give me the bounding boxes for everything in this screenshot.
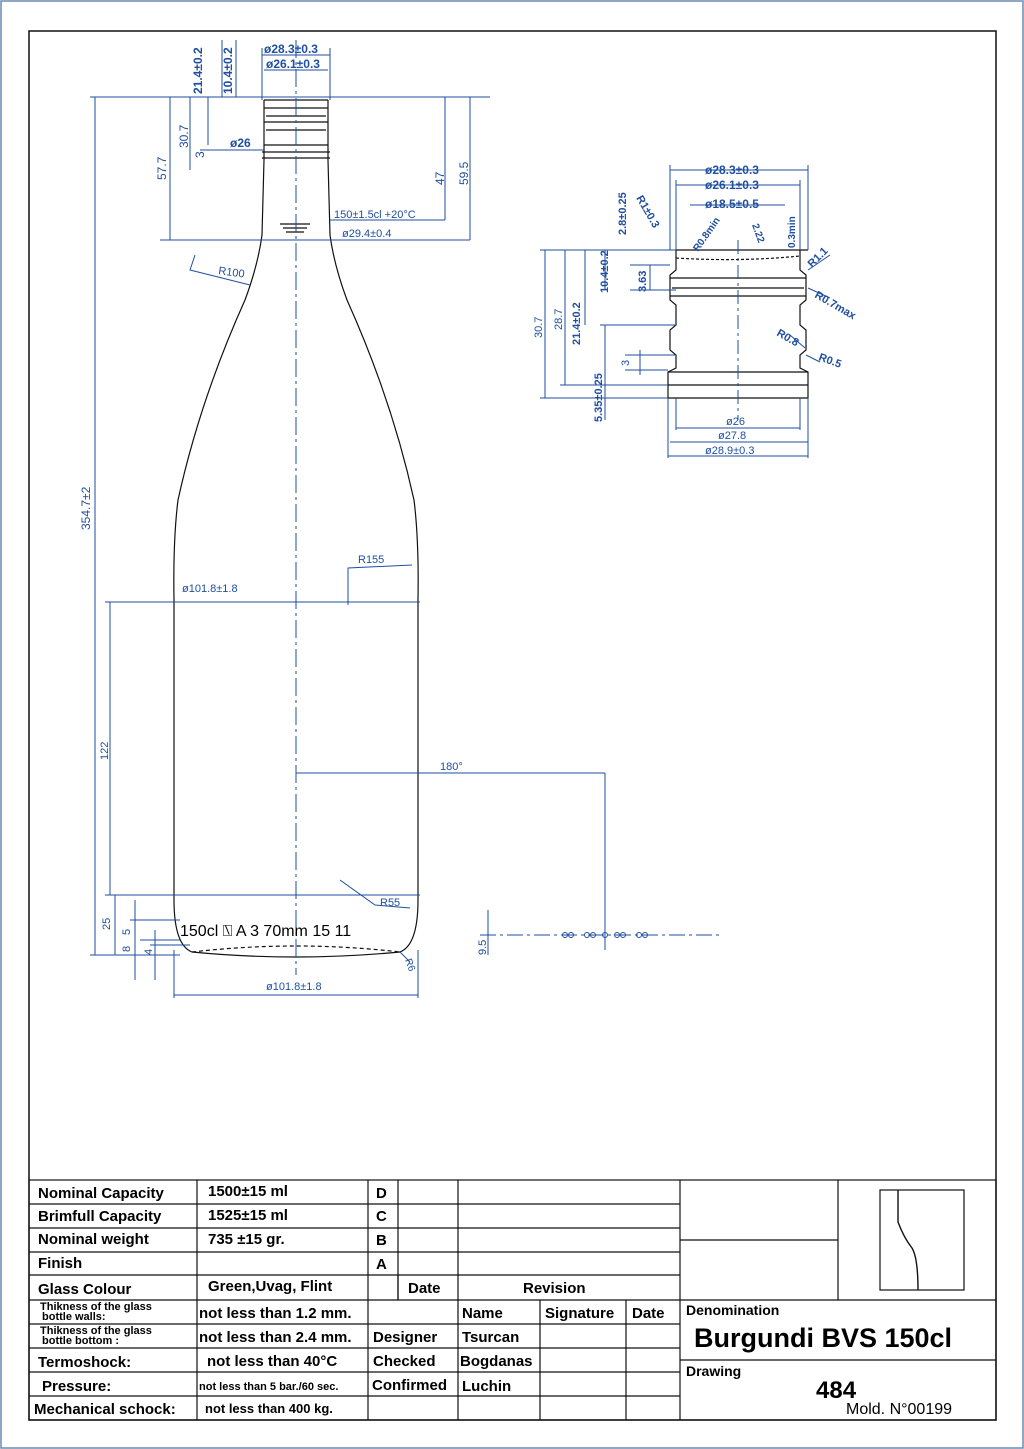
spec-value-pressure: not less than 5 bar./60 sec. (199, 1381, 339, 1393)
dim-neck-26: ø26 (230, 136, 251, 150)
fin-r07max: R0.7max (812, 289, 858, 323)
signoff-signature-header: Signature (545, 1305, 615, 1322)
dim-r155: R155 (358, 554, 385, 566)
fin-r1: R1±0.3 (633, 193, 662, 231)
spec-label-bottom-1: Thikness of the glass (40, 1325, 152, 1337)
dim-h4: 4 (143, 948, 155, 955)
fin-h3: 3 (620, 359, 632, 366)
signoff-name-checked: Bogdanas (460, 1353, 533, 1370)
dim-body-diameter: ø101.8±1.8 (182, 583, 238, 595)
fin-b26: ø26 (726, 416, 745, 428)
denomination-label: Denomination (686, 1302, 780, 1318)
outer-border (1, 1, 1023, 1448)
dim-r6: R6 (402, 957, 417, 974)
dim-r55: R55 (380, 897, 401, 909)
dim-h8: 8 (121, 945, 133, 952)
spec-label-brimfull: Brimfull Capacity (38, 1208, 162, 1225)
fin-h287: 28.7 (553, 308, 565, 330)
spec-label-mechanical: Mechanical schock: (34, 1401, 176, 1418)
fin-d2: ø26.1±0.3 (705, 178, 759, 192)
spec-label-weight: Nominal weight (38, 1231, 149, 1248)
dim-h95: 9.5 (477, 939, 489, 955)
dim-base-diameter: ø101.8±1.8 (266, 981, 322, 993)
spec-label-capacity: Nominal Capacity (38, 1185, 164, 1202)
fin-min03: 0.3min (787, 216, 798, 248)
spec-value-weight: 735 ±15 gr. (208, 1231, 285, 1248)
revision-header: Revision (523, 1280, 586, 1297)
fin-r08min: R0.8min (691, 215, 723, 254)
fin-d3: ø18.5±0.5 (705, 197, 759, 211)
spec-label-walls-2: bottle walls: (42, 1311, 106, 1323)
revision-letter-d: D (376, 1185, 387, 1202)
fin-d1: ø28.3±0.3 (705, 163, 759, 177)
dim-height: 354.7±2 (79, 486, 93, 530)
fin-r05: R0.5 (816, 351, 843, 371)
spec-value-bottom: not less than 2.4 mm. (199, 1329, 352, 1346)
dim-fill-level: 150±1.5cl +20°C (334, 209, 416, 221)
dim-h5: 5 (121, 928, 133, 935)
spec-label-finish: Finish (38, 1255, 83, 1272)
signoff-name-confirmed: Luchin (462, 1378, 512, 1395)
spec-value-walls: not less than 1.2 mm. (199, 1305, 352, 1322)
main-dimension-lines (90, 40, 723, 998)
dim-top-10: 10.4±0.2 (221, 47, 235, 94)
dim-top-outer: ø28.3±0.3 (264, 42, 318, 56)
spec-label-termoshock: Termoshock: (38, 1354, 132, 1371)
spec-value-mechanical: not less than 400 kg. (205, 1401, 333, 1416)
fin-r11: R1.1 (805, 245, 831, 271)
dim-neck-3: 3 (193, 151, 207, 158)
fin-h535: 5.35±0.25 (593, 373, 605, 422)
signoff-date-header: Date (632, 1305, 665, 1322)
spec-label-walls-1: Thikness of the glass (40, 1301, 152, 1313)
base-engraving: 150cl ⍂ A 3 70mm 15 11 (180, 923, 352, 940)
revision-letter-c: C (376, 1208, 387, 1225)
dim-r100: R100 (217, 265, 246, 281)
spec-label-pressure: Pressure: (42, 1378, 112, 1395)
finish-dimension-lines (540, 165, 830, 458)
drawing-label: Drawing (686, 1363, 742, 1379)
fin-h28: 2.8±0.25 (617, 192, 629, 235)
dim-neck-30: 30.7 (177, 124, 191, 148)
spec-value-colour: Green,Uvag, Flint (208, 1278, 333, 1295)
dim-fill-diam: ø29.4±0.4 (342, 228, 392, 240)
spec-label-colour: Glass Colour (38, 1281, 132, 1298)
spec-value-brimfull: 1525±15 ml (208, 1207, 288, 1224)
dim-fill-59: 59.5 (457, 161, 471, 185)
dim-angle: 180° (440, 761, 463, 773)
revision-date-header: Date (408, 1280, 441, 1297)
fin-h363: 3.63 (637, 270, 649, 292)
revision-letter-b: B (376, 1232, 387, 1249)
dim-top-inner: ø26.1±0.3 (266, 57, 320, 71)
mold-number: Mold. N°00199 (846, 1401, 953, 1418)
spec-label-bottom-2: bottle bottom : (42, 1335, 119, 1347)
fin-h104: 10.4±0.2 (599, 250, 611, 293)
revision-letter-a: A (376, 1256, 387, 1273)
dim-top-21: 21.4±0.2 (191, 47, 205, 94)
signoff-role-confirmed: Confirmed (372, 1377, 447, 1394)
dim-shoulder: 122 (99, 741, 111, 760)
fin-h307: 30.7 (533, 316, 545, 338)
signoff-role-designer: Designer (373, 1329, 438, 1346)
signoff-name-header: Name (462, 1305, 503, 1322)
fin-a222: 2.22 (749, 222, 767, 245)
fin-b278: ø27.8 (718, 430, 747, 442)
drawing-number: 484 (816, 1377, 857, 1404)
spec-value-capacity: 1500±15 ml (208, 1183, 288, 1200)
dim-fill-47: 47 (433, 171, 447, 185)
fin-b289: ø28.9±0.3 (705, 445, 755, 457)
dim-neck-57: 57.7 (155, 156, 169, 180)
denomination-title: Burgundi BVS 150cl (694, 1323, 953, 1353)
spec-value-termoshock: not less than 40°C (207, 1353, 338, 1370)
signoff-name-designer: Tsurcan (462, 1329, 520, 1346)
bottle-profile-thumbnail (880, 1190, 964, 1290)
fin-r08: R0.8 (774, 327, 801, 350)
dim-heel: 25 (101, 917, 113, 930)
signoff-role-checked: Checked (373, 1353, 436, 1370)
fin-h214: 21.4±0.2 (571, 302, 583, 345)
